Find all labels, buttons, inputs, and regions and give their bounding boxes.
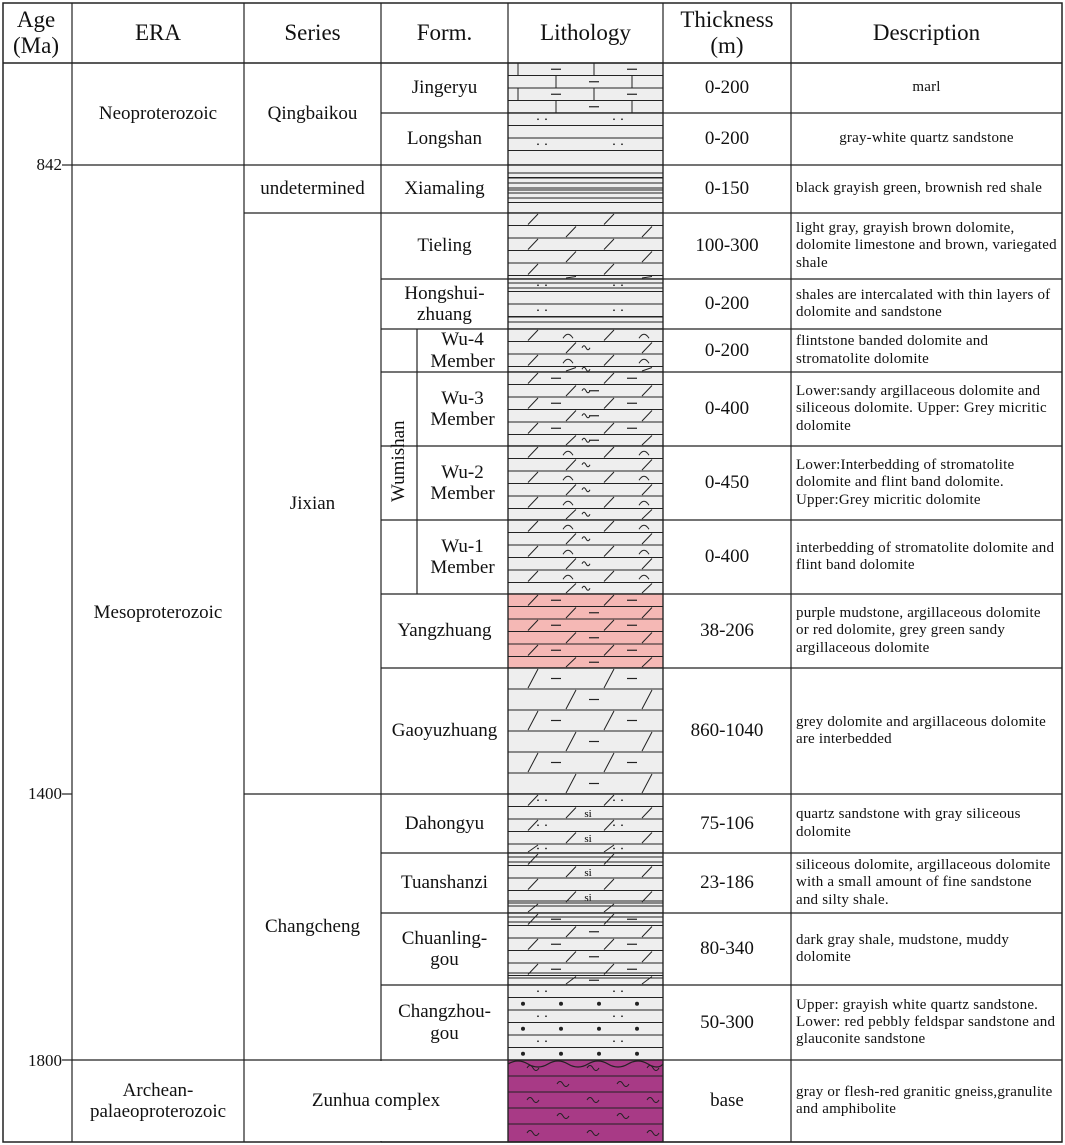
lithology-fill [508,1060,663,1142]
formation-name: Wu-3 Member [430,387,495,430]
lithology-pattern [508,165,663,213]
series-undetermined: undetermined [260,178,365,200]
sand-dot [613,143,615,145]
pebble [597,1052,601,1056]
age-tick-1400: 1400 [28,784,62,803]
formation-description: light gray, grayish brown dolomite, dolomite limestone and brown, variegated shale [796,220,1057,271]
sand-dot [621,1015,623,1017]
sand-dot [621,309,623,311]
pebble [635,1027,639,1031]
header-description: Description [872,20,981,46]
formation-thickness: 0-200 [704,339,750,361]
lithology-pattern [508,853,663,913]
lithology-fill [508,329,663,372]
sand-dot [613,799,615,801]
formation-name: Tieling [417,235,472,257]
sand-dot [545,309,547,311]
formation-thickness: 0-450 [704,472,750,494]
sand-dot [537,990,539,992]
formation-name: Wu-4 Member [430,329,495,372]
era-mesoproterozoic: Mesoproterozoic [93,601,223,623]
header-form: Form. [416,20,473,46]
sand-dot [545,1040,547,1042]
lithology-pattern [508,63,663,113]
sand-dot [621,118,623,120]
sand-dot [621,848,623,850]
formation-thickness: 38-206 [700,620,754,642]
sand-dot [613,990,615,992]
era-archean-palaeoproterozoic: Archean- palaeoproterozoic [89,1079,227,1122]
pebble [559,1052,563,1056]
header-lithology: Lithology [540,20,631,46]
formation-thickness: 0-200 [704,293,750,315]
sand-dot [545,799,547,801]
age-tick-842: 842 [36,155,62,174]
formation-description: Lower:Interbedding of stromatolite dolomite and flint band dolomite. Upper:Grey micritic dolomite [796,457,1015,508]
group-wumishan: Wumishan [388,420,409,503]
lithology-pattern [508,279,663,329]
header-age: Age (Ma) [13,7,59,58]
pebble [559,1027,563,1031]
lithology-fill [508,165,663,213]
sand-dot [621,799,623,801]
series-jixian: Jixian [289,492,336,514]
header-thickness: Thickness (m) [680,7,774,58]
formation-name: Dahongyu [404,812,485,834]
lithology-pattern [508,113,663,165]
lithology-fill [508,913,663,985]
sand-dot [613,848,615,850]
formation-name: Wu-1 Member [430,535,495,578]
formation-description: grey dolomite and argillaceous dolomite are interbedded [796,713,1046,747]
formation-thickness: 80-340 [700,938,754,960]
formation-thickness: 0-200 [704,77,750,99]
sand-dot [621,143,623,145]
formation-thickness: 75-106 [700,812,754,834]
formation-thickness: 100-300 [695,235,759,257]
formation-name: Yangzhuang [397,620,492,642]
sand-dot [537,848,539,850]
formation-description: quartz sandstone with gray siliceous dolomite [796,806,1021,840]
sand-dot [545,1015,547,1017]
sand-dot [613,1040,615,1042]
formation-name: Jingeryu [411,77,478,99]
formation-description: siliceous dolomite, argillaceous dolomite with a small amount of fine sandstone and silty shale. [796,857,1051,908]
sand-dot [537,1015,539,1017]
formation-description: flintstone banded dolomite and stromatolite dolomite [796,333,989,367]
sand-dot [621,990,623,992]
pebble [597,1027,601,1031]
lithology-pattern [508,213,663,279]
pebble [521,1027,525,1031]
sand-dot [537,143,539,145]
formation-thickness: 860-1040 [690,720,764,742]
formation-thickness: 50-300 [700,1011,754,1033]
formation-description: gray or flesh-red granitic gneiss,granulite and amphibolite [796,1083,1053,1117]
formation-description: Lower:sandy argillaceous dolomite and siliceous dolomite. Upper: Grey micritic dolomite [796,383,1047,434]
sand-dot [537,309,539,311]
age-tick-1800: 1800 [28,1051,62,1070]
pebble [635,1052,639,1056]
sand-dot [537,118,539,120]
lithology-pattern [508,1060,663,1142]
formation-name: Xiamaling [404,178,485,200]
series-qingbaikou: Qingbaikou [267,103,358,125]
siliceous-mark: si [584,891,592,904]
sand-dot [621,824,623,826]
formation-name: Gaoyuzhuang [391,720,498,742]
sand-dot [613,284,615,286]
formation-name: Tuanshanzi [401,872,488,894]
formation-description: gray-white quartz sandstone [839,130,1014,147]
formation-name: Chuanling- gou [401,927,488,970]
sand-dot [545,824,547,826]
siliceous-mark: si [584,832,592,845]
sand-dot [613,1015,615,1017]
lithology-pattern [508,329,663,372]
formation-name: Hongshui- zhuang [404,282,485,325]
formation-thickness: 0-400 [704,398,750,420]
lithology-pattern [508,594,663,668]
formation-thickness: 0-400 [704,546,750,568]
sand-dot [613,824,615,826]
formation-thickness: 0-150 [704,178,750,200]
formation-thickness: 23-186 [700,872,754,894]
formation-description: shales are intercalated with thin layers of dolomite and sandstone [796,286,1051,320]
formation-description: interbedding of stromatolite dolomite and flint band dolomite [796,539,1055,573]
era-neoproterozoic: Neoproterozoic [98,103,218,125]
sand-dot [537,799,539,801]
formation-description: marl [912,79,941,96]
sand-dot [545,848,547,850]
sand-dot [537,824,539,826]
sand-dot [613,309,615,311]
formation-name: Changzhou- gou [398,1001,491,1044]
pebble [597,1002,601,1006]
sand-dot [545,990,547,992]
lithology-pattern [508,372,663,446]
sand-dot [621,1040,623,1042]
sand-dot [613,118,615,120]
formation-name: Longshan [407,128,482,150]
formation-name: Wu-2 Member [430,461,495,504]
lithology-pattern [508,794,663,853]
lithology-pattern [508,668,663,794]
lithology-pattern [508,985,663,1060]
pebble [559,1002,563,1006]
sand-dot [537,284,539,286]
siliceous-mark: si [584,807,592,820]
lithology-pattern [508,520,663,594]
lithology-fill [508,113,663,165]
sand-dot [545,284,547,286]
lithology-pattern [508,913,663,985]
header-era: ERA [135,20,181,46]
header-series: Series [284,20,341,46]
formation-description: black grayish green, brownish red shale [796,180,1043,197]
formation-description: purple mudstone, argillaceous dolomite or red dolomite, grey green sandy argillaceous dolomite [796,605,1041,656]
sand-dot [545,143,547,145]
series-changcheng: Changcheng [265,916,360,938]
pebble [521,1052,525,1056]
formation-description: dark gray shale, mudstone, muddy dolomite [796,931,1010,965]
series-zunhua-complex: Zunhua complex [311,1090,441,1112]
formation-thickness: base [710,1090,744,1112]
pebble [521,1002,525,1006]
sand-dot [621,284,623,286]
pebble [635,1002,639,1006]
lithology-pattern [508,446,663,520]
formation-thickness: 0-200 [704,128,750,150]
sand-dot [537,1040,539,1042]
siliceous-mark: si [584,866,592,879]
sand-dot [545,118,547,120]
formation-description: Upper: grayish white quartz sandstone. Lower: red pebbly feldspar sandstone and glauconite sandstone [796,996,1056,1048]
